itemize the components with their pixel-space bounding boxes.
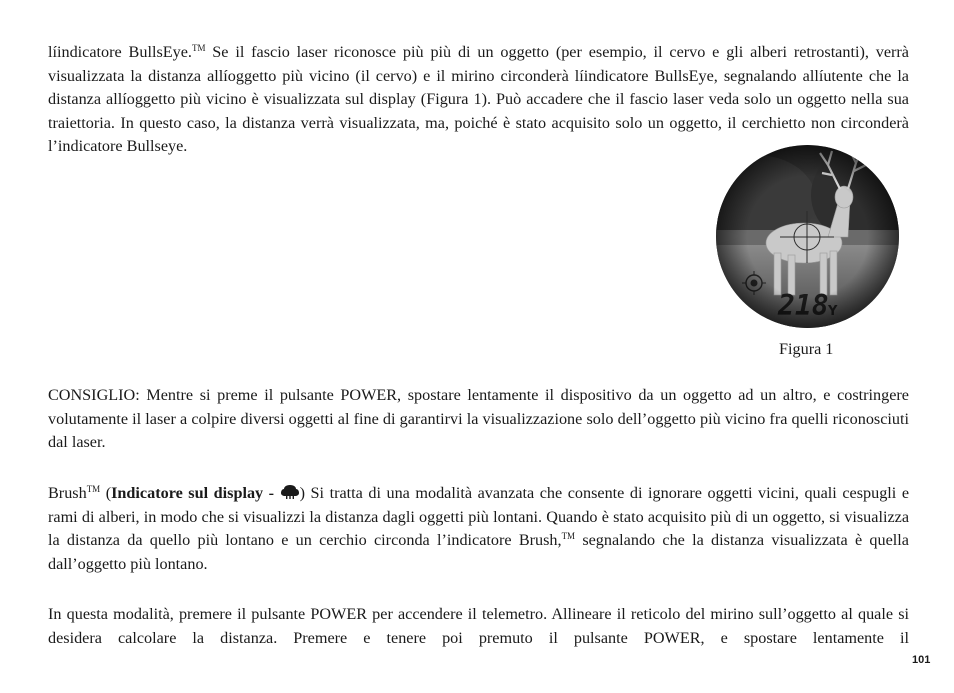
p3-text-d: segnalando che la distanza visualizzata è quella dall’oggetto più lontano. (48, 531, 909, 573)
paragraph-brush-mode-usage: In questa modalità, premere il pulsante POWER per accendere il telemetro. Allineare il reticolo del mirino sull’oggetto al quale si desidera calcolare la distanza. Premere e tenere poi premuto il pulsante POWER, e spostare lentamente il (48, 605, 909, 647)
p3-text-b: ( (100, 484, 112, 502)
display-indicator-label: Indicatore sul display - (111, 484, 280, 502)
brush-tree-icon (280, 484, 300, 500)
p1-text-b: Se il fascio laser riconosce più più di un oggetto (per esempio, il cervo e gli alberi retrostanti), verrà visualizzata la distanza allíoggetto più vicino (il cervo) e il mirino circonderà líindicatore BullsEye, segnalando allíutente che la distanza allíoggetto più vicino è visualizzata sul display (Figura 1). Può accadere che il fascio laser veda solo un oggetto nella sua traiettoria. In questo caso, la distanza verrà visualizzata, ma, poiché è stato acquisito solo un oggetto, il cerchietto non circonderà l’indicatore Bullseye. (48, 43, 909, 156)
paragraph-consiglio: CONSIGLIO: Mentre si preme il pulsante POWER, spostare lentamente il dispositivo da un oggetto ad un altro, e costringere volutamente il laser a colpire diversi oggetti al fine di garantirvi la visualizzazione solo dell’oggetto più vicino fra quelli riconosciuti dal laser. (48, 386, 909, 452)
p3-text-a: Brush (48, 484, 87, 502)
deer-scope-image (716, 145, 899, 328)
p3-text-c: ) Si tratta di una modalità avanzata che consente di ignorare oggetti vicini, quali cespugli e rami di alberi, in modo che si visualizzi la distanza dagli oggetti più lontani. Quando è stato acquisito più di un oggetto, si visualizza la distanza da quello più lontano e un cerchio circonda l’indicatore Brush, (48, 484, 910, 550)
paragraph-brush (48, 482, 909, 576)
p1-text-a: líindicatore BullsEye. (48, 43, 192, 61)
trademark-sup: TM (191, 43, 206, 53)
page-number: 101 (912, 654, 931, 666)
figure-caption: Figura 1 (779, 340, 834, 358)
paragraph-bullseye (48, 41, 909, 159)
trademark-sup: TM (86, 484, 101, 494)
trademark-sup: TM (561, 531, 576, 542)
figure-rangefinder-view (716, 145, 899, 328)
